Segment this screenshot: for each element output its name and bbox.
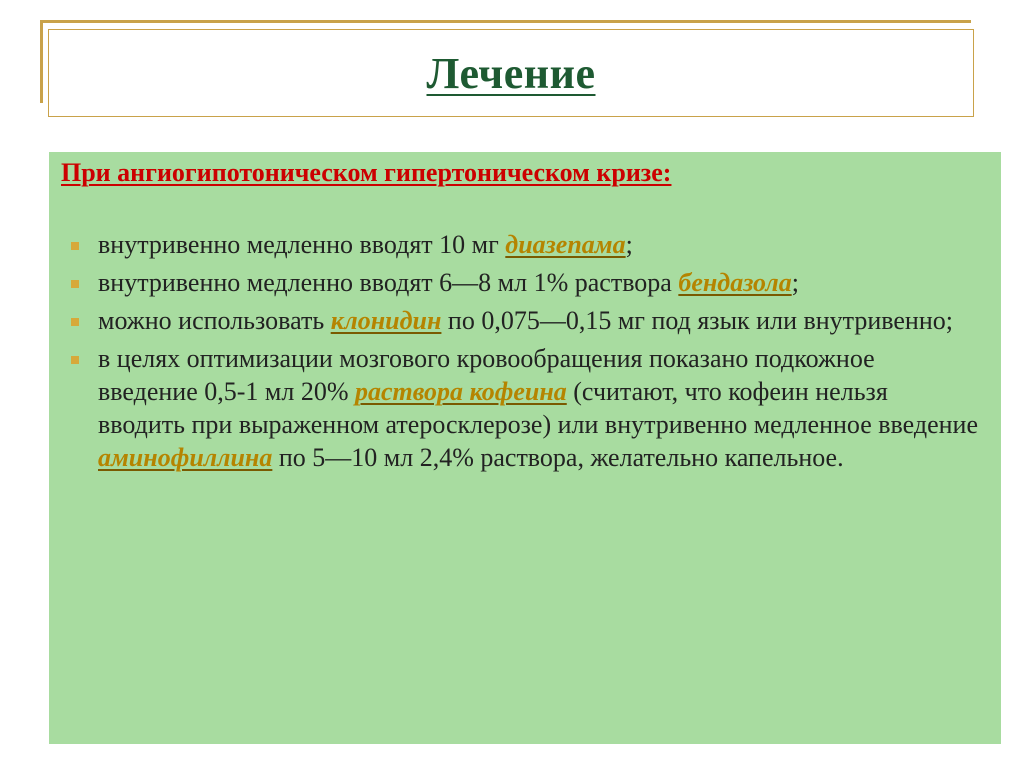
content-panel: [49, 152, 1001, 744]
square-bullet-icon: [71, 356, 79, 364]
list-item: внутривенно медленно вводят 10 мг диазепама;: [61, 228, 978, 261]
drug-link[interactable]: диазепама: [505, 230, 626, 259]
square-bullet-icon: [71, 280, 79, 288]
drug-link[interactable]: раствора кофеина: [354, 377, 567, 406]
slide-title: Лечение: [426, 48, 596, 98]
title-box: [48, 29, 974, 117]
drug-link[interactable]: бендазола: [678, 268, 792, 297]
drug-link[interactable]: клонидин: [330, 306, 442, 335]
list-item: внутривенно медленно вводят 6—8 мл 1% раствора бендазола;: [61, 266, 978, 299]
bullet-list: [61, 228, 989, 474]
list-item: можно использовать клонидин по 0,075—0,15 мг под язык или внутривенно;: [61, 304, 978, 337]
square-bullet-icon: [71, 242, 79, 250]
square-bullet-icon: [71, 318, 79, 326]
drug-link[interactable]: аминофиллина: [98, 443, 273, 472]
slide-subtitle: При ангиогипотоническом гипертоническом кризе:: [61, 158, 672, 187]
list-item: в целях оптимизации мозгового кровообращения показано подкожное введение 0,5-1 мл 20% раствора кофеина (считают, что кофеин нельзя вводить при выраженном атеросклерозе) или внутривенно медленное введение аминофиллина по 5—10 мл 2,4% раствора, желательно капельное.: [61, 342, 978, 474]
